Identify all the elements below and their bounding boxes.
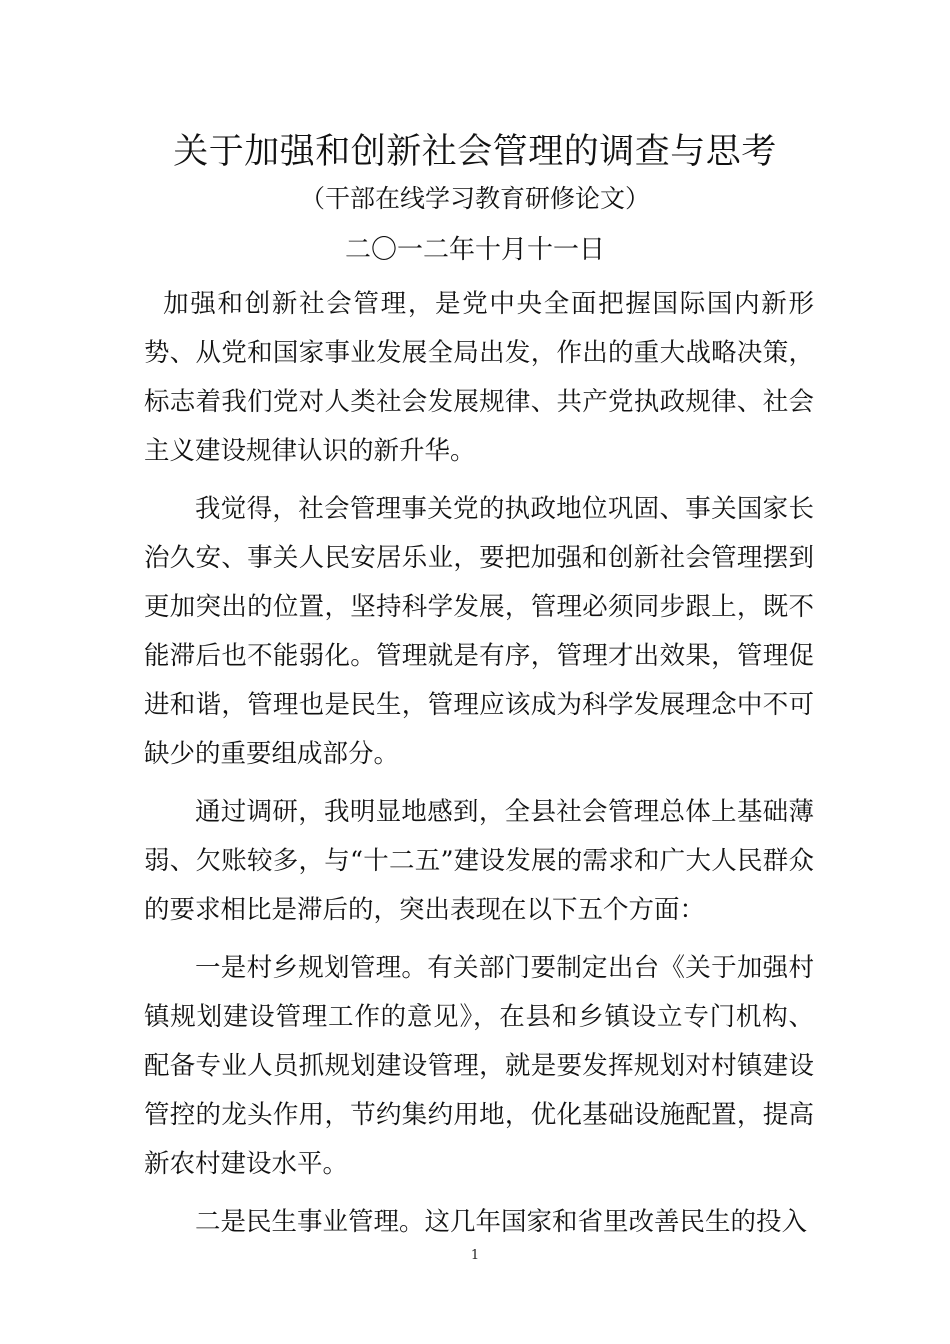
document-date: 二〇一二年十月十一日: [344, 235, 605, 265]
document-subtitle: （干部在线学习教育研修论文）: [299, 184, 650, 213]
document-title: 关于加强和创新社会管理的调查与思考: [173, 132, 777, 172]
paragraph-intro: 加强和创新社会管理，是党中央全面把握国际国内新形势、从党和国家事业发展全局出发，作出的重大战略决策，标志着我们党对人类社会发展规律、共产党执政规律、社会主义建设规律认识的新升华。: [144, 289, 814, 466]
paragraph-livelihood-management: 二是民生事业管理。这几年国家和省里改善民生的投入: [195, 1207, 808, 1237]
paragraph-planning-management: 一是村乡规划管理。有关部门要制定出台《关于加强村镇规划建设管理工作的意见》，在县和乡镇设立专门机构、配备专业人员抓规划建设管理，就是要发挥规划对村镇建设管控的龙头作用，节约集约用地，优化基础设施配置，提高新农村建设水平。: [144, 953, 814, 1179]
paragraph-findings: 通过调研，我明显地感到，全县社会管理总体上基础薄弱、欠账较多，与“十二五”建设发展的需求和广大人民群众的要求相比是滞后的，突出表现在以下五个方面：: [144, 797, 814, 925]
document-body: [144, 280, 814, 1247]
paragraph-opinion: 我觉得，社会管理事关党的执政地位巩固、事关国家长治久安、事关人民安居乐业，要把加强和创新社会管理摆到更加突出的位置，坚持科学发展，管理必须同步跟上，既不能滞后也不能弱化。管理就是有序，管理才出效果，管理促进和谐，管理也是民生，管理应该成为科学发展理念中不可缺少的重要组成部分。: [144, 494, 814, 769]
page-number: 1: [470, 1248, 480, 1263]
